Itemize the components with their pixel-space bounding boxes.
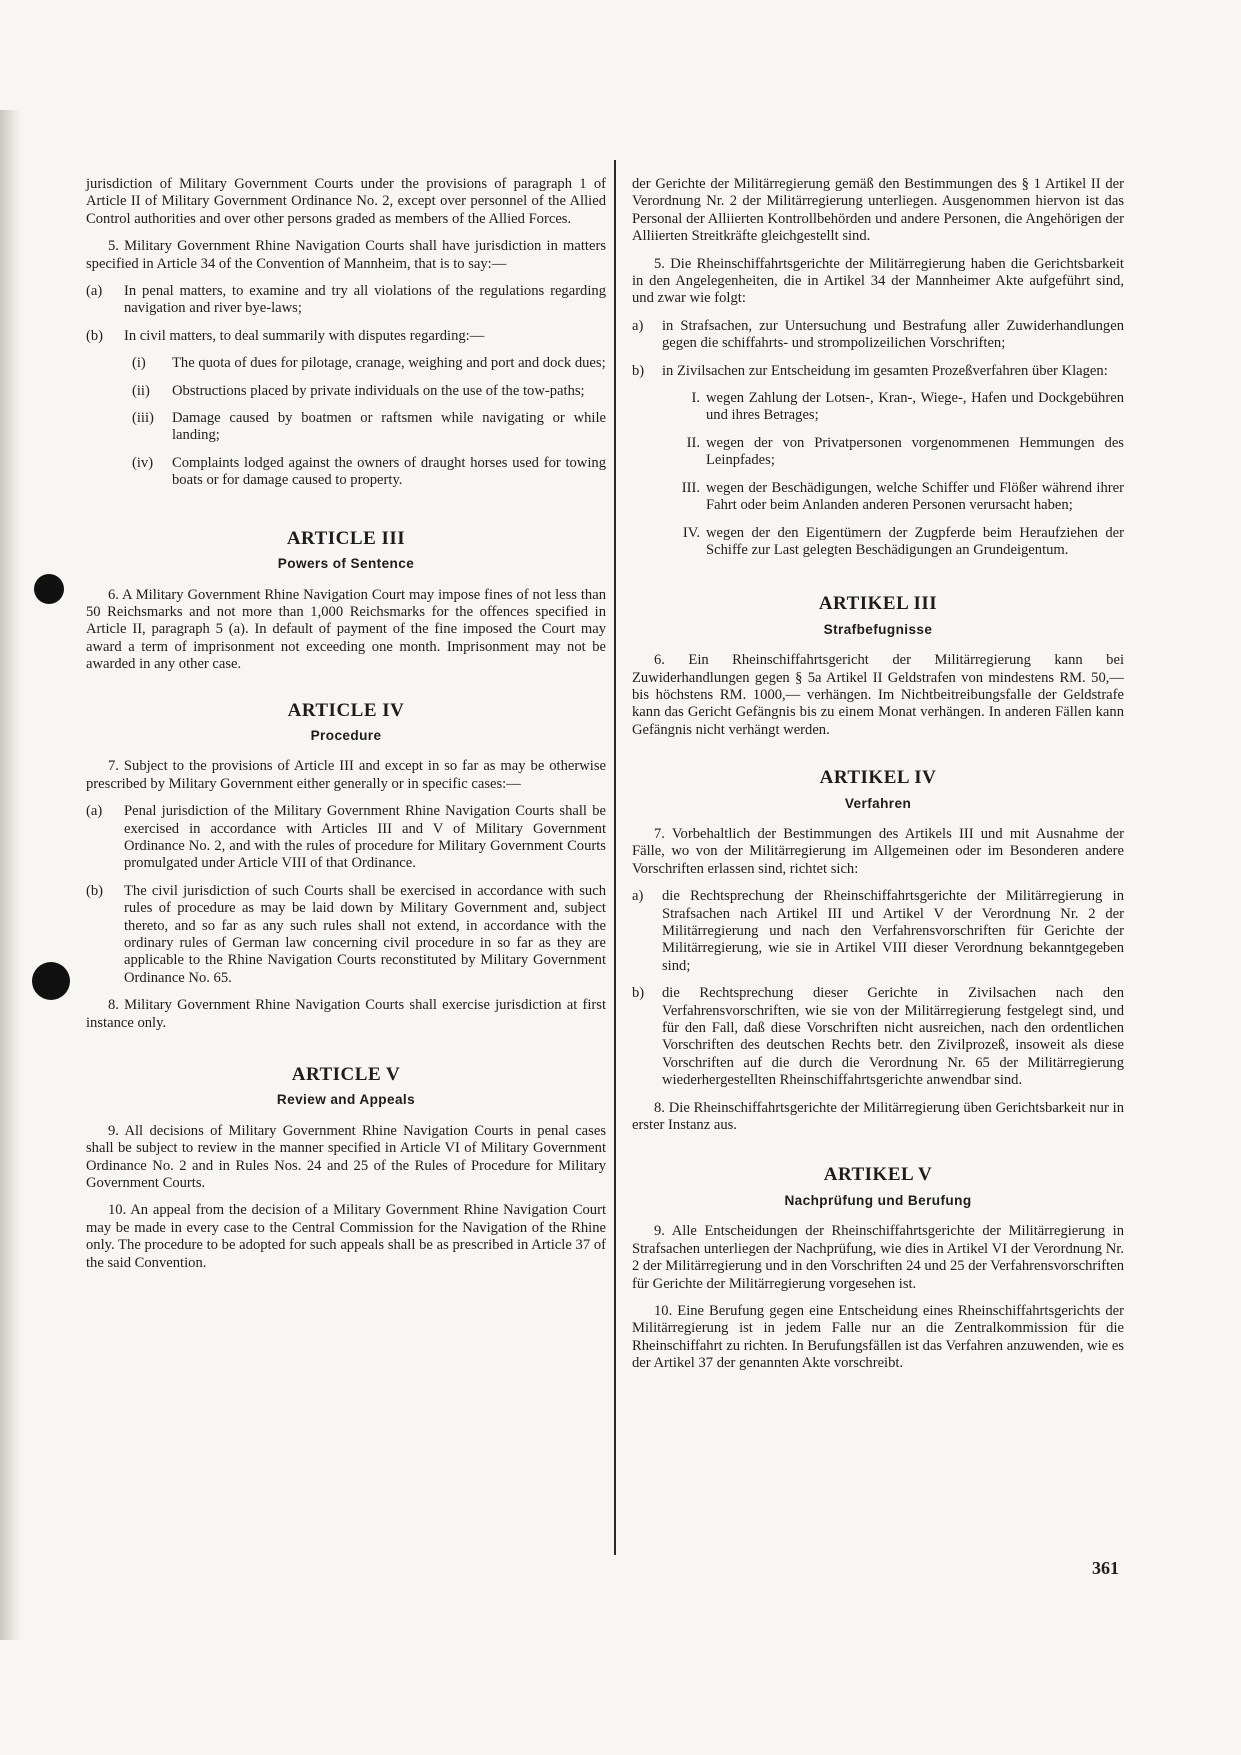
paragraph-8: 8. Military Government Rhine Navigation Courts shall exercise jurisdiction at first instance only. [86, 997, 606, 1031]
paragraph-intro: jurisdiction of Military Government Courts under the provisions of paragraph 1 of Article II of Military Government Ordinance No. 2, except over personnel of the Allied Control authorities and over other persons graded as members of the Allied Forces. [86, 176, 606, 227]
paragraph-intro: der Gerichte der Militärregierung gemäß den Bestimmungen des § 1 Artikel II der Verordnung Nr. 2 der Militärregierung unterliegen. Ausgenommen hiervon ist das Personal der Alliierten Kontrollbehörden und andere Personen, die Angehörigen der Alliierten Streitkräfte gleichgestellt sind. [632, 176, 1124, 245]
sub-list-item: (iii) Damage caused by boatmen or raftsmen while navigating or while landing; [132, 410, 606, 444]
scan-edge-shadow [0, 110, 22, 1640]
article-5-subheading: Review and Appeals [276, 1092, 416, 1108]
paragraph-5: 5. Military Government Rhine Navigation Courts shall have jurisdiction in matters specified in Article 34 of the Convention of Mannheim, that is to say:— [86, 238, 606, 272]
article-4-heading: ARTICLE IV [287, 699, 405, 721]
article-5-subheading: Nachprüfung und Berufung [784, 1192, 972, 1208]
article-4-subheading: Procedure [310, 727, 382, 743]
article-4-heading: ARTIKEL IV [819, 767, 937, 789]
sub-list-item: (i) The quota of dues for pilotage, cranage, weighing and port and dock dues; [132, 355, 606, 372]
article-4-subheading: Verfahren [844, 795, 912, 811]
article-3-subheading: Powers of Sentence [277, 556, 415, 572]
list-item: b) die Rechtsprechung dieser Gerichte in Zivilsachen nach den Verfahrensvorschriften, wie sie von der Militärregierung festgelegt sind, und für den Fall, daß diese Vorschriften nicht ausreichen, nach den ordentlichen Vorschriften des deutschen Rechts betr. den Zivilprozeß, insoweit als diese Vorschriften auf die durch die Verordnung Nr. 65 der Militärregierung wiederhergestellten Rheinschiffahrtsgerichte anwendbar sind. [632, 985, 1124, 1089]
punch-hole-icon [32, 962, 70, 1000]
paragraph-9: 9. All decisions of Military Government Rhine Navigation Courts in penal cases shall be subject to review in the manner specified in Article VI of Military Government Ordinance No. 2 and in Rules Nos. 24 and 25 of the Rules of Procedure for Military Government Courts. [86, 1122, 606, 1192]
list-item: a) die Rechtsprechung der Rheinschiffahrtsgerichte der Militärregierung in Strafsachen nach Artikel III und Artikel V der Verordnung Nr. 2 der Militärregierung und nach den Verfahrensvorschriften für Gerichte der Militärregierung, wie sie in Artikel VIII dieser Verordnung bekanntgegeben sind; [632, 888, 1124, 974]
list-item: (a) In penal matters, to examine and try all violations of the regulations regarding navigation and river bye-laws; [86, 283, 606, 317]
paragraph-8: 8. Die Rheinschiffahrtsgerichte der Militärregierung üben Gerichtsbarkeit nur in erster Instanz aus. [632, 1099, 1124, 1134]
sub-list-item: (iv) Complaints lodged against the owners of draught horses used for towing boats or for damage caused to property. [132, 454, 606, 489]
paragraph-5: 5. Die Rheinschiffahrtsgerichte der Militärregierung haben die Gerichtsbarkeit in den Angelegenheiten, die in Artikel 34 der Mannheimer Akte aufgeführt sind, und zwar wie folgt: [632, 255, 1124, 307]
sub-list-item: (ii) Obstructions placed by private individuals on the use of the tow-paths; [132, 382, 585, 399]
paragraph-10: 10. An appeal from the decision of a Military Government Rhine Navigation Court may be made in every case to the Central Commission for the Navigation of the Rhine only. The procedure to be adopted for such appeals shall be as prescribed in Article 37 of the said Convention. [86, 1202, 606, 1271]
article-3-heading: ARTIKEL III [818, 593, 938, 615]
list-item: b) in Zivilsachen zur Entscheidung im gesamten Prozeßverfahren über Klagen: [632, 362, 1108, 379]
list-item: (b) In civil matters, to deal summarily with disputes regarding:— [86, 327, 485, 344]
paragraph-7: 7. Vorbehaltlich der Bestimmungen des Artikels III und mit Ausnahme der Fälle, wo von der Militärregierung im Allgemeinen oder im Besonderen andere Vorschriften erlassen sind, richtet sich: [632, 825, 1124, 877]
list-item: a) in Strafsachen, zur Untersuchung und Bestrafung aller Zuwiderhandlungen gegen die schiffahrts- und strompolizeilichen Vorschriften; [632, 317, 1124, 352]
paragraph-7: 7. Subject to the provisions of Article III and except in so far as may be otherwise prescribed by Military Government either generally or in specific cases:— [86, 758, 606, 792]
page-number: 361 [1092, 1558, 1119, 1578]
list-item: (b) The civil jurisdiction of such Courts shall be exercised in accordance with such rules of procedure as may be laid down by Military Government and, subject thereto, and so far as any such rules shall not extend, in accordance with the ordinary rules of German law concerning civil procedure in so far as they are applicable to the Rhine Navigation Courts reconstituted by Military Government Ordinance No. 65. [86, 882, 606, 986]
sub-list-item: I. wegen Zahlung der Lotsen-, Kran-, Wiege-, Hafen und Dockgebühren und ihres Betrages; [691, 390, 1124, 424]
list-item: (a) Penal jurisdiction of the Military Government Rhine Navigation Courts shall be exercised in accordance with Articles III and V of Military Government Ordinance No. 2, and with the rules of procedure for Military Government Courts promulgated under Article VIII of that Ordinance. [86, 803, 606, 872]
article-5-heading: ARTIKEL V [823, 1164, 933, 1186]
paragraph-10: 10. Eine Berufung gegen eine Entscheidung eines Rheinschiffahrtsgerichts der Militärregierung ist in jedem Falle nur an die Zentralkommission für die Rheinschiffahrt zu richten. In Berufungsfällen ist das Verfahren anzuwenden, wie es der Artikel 37 der genannten Akte vorschreibt. [632, 1302, 1124, 1372]
paragraph-6: 6. Ein Rheinschiffahrtsgericht der Militärregierung kann bei Zuwiderhandlungen gegen § 5a Artikel II Geldstrafen von mindestens RM. 50,— bis höchstens RM. 1000,— verhängen. Im Nichtbeitreibungsfalle der Geldstrafe kann das Gericht Gefängnis bis zu einem Monat verhängen. In anderen Fällen kann Gefängnis nicht verhängt werden. [632, 652, 1124, 738]
paragraph-6: 6. A Military Government Rhine Navigation Court may impose fines of not less than 50 Reichsmarks and not more than 1,000 Reichsmarks for the offences specified in Article II, paragraph 5 (a). In default of payment of the fine imposed the Court may award a term of imprisonment not exceeding one month. Imprisonment may not be awarded in any other case. [86, 586, 606, 673]
german-column [632, 176, 1124, 1383]
sub-list-item: II. wegen der von Privatpersonen vorgenommenen Hemmungen des Leinpfades; [686, 434, 1124, 469]
article-3-heading: ARTICLE III [286, 527, 406, 549]
paragraph-9: 9. Alle Entscheidungen der Rheinschiffahrtsgerichte der Militärregierung in Strafsachen unterliegen der Nachprüfung, wie dies in Artikel VI der Verordnung Nr. 2 der Militärregierung und in den Vorschriften 24 und 25 der Verfahrensvorschriften für Gerichte der Militärregierung vorgesehen ist. [632, 1223, 1124, 1292]
punch-hole-icon [34, 574, 64, 604]
english-column [86, 176, 606, 1282]
article-5-heading: ARTICLE V [291, 1064, 401, 1086]
article-3-subheading: Strafbefugnisse [823, 621, 933, 637]
column-divider [614, 160, 616, 1555]
sub-list-item: IV. wegen der den Eigentümern der Zugpferde beim Heraufziehen der Schiffe zur Last gelegten Beschädigungen an Grundeigentum. [682, 524, 1124, 558]
sub-list-item: III. wegen der Beschädigungen, welche Schiffer und Flößer während ihrer Fahrt oder beim Anlanden anderen Personen verursacht haben; [681, 479, 1124, 514]
